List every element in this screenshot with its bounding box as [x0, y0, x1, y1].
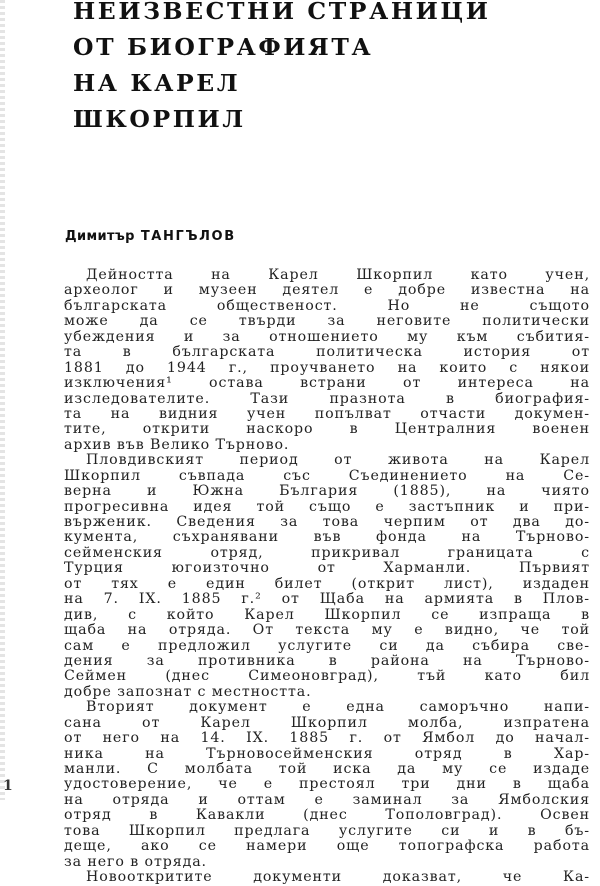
- body-line: на 7. IX. 1885 г.² от Щаба на армията в Плов-: [64, 591, 590, 608]
- body-line: изключения¹ остава встрани от интереса на: [64, 375, 590, 392]
- body-line: сана от Карел Шкорпил молба, изпратена: [64, 714, 590, 731]
- body-line: див, с който Карел Шкорпил се изпраща в: [64, 606, 590, 623]
- body-line: кумента, съхранявани във фонда на Търново-: [64, 529, 590, 546]
- body-line: Сеймен (днес Симеоновград), тъй като бил: [64, 668, 590, 685]
- body-line: от него на 14. IX. 1885 г. от Ямбол до начал-: [64, 730, 590, 747]
- article-body: [64, 268, 590, 886]
- body-line: върженик. Сведения за това черпим от два до-: [64, 514, 590, 530]
- body-line: българската общественост. Но не същото: [64, 297, 590, 314]
- author-byline: [65, 229, 236, 244]
- body-line: Вторият документ е една саморъчно напи-: [86, 699, 590, 716]
- body-line: Турция югоизточно от Харманли. Първият: [64, 560, 590, 577]
- body-line: удостоверение, че е престоял три дни в щаба: [64, 776, 590, 793]
- body-line: от тях е един билет (открит лист), издаден: [64, 575, 590, 592]
- body-line: сам е предложил услугите си да събира све-: [64, 637, 590, 654]
- body-line: та в българската политическа история от: [64, 344, 590, 361]
- body-line: Шкорпил съвпада със Съединението на Се-: [64, 467, 590, 484]
- body-line: убеждения и за отношението му към събития-: [64, 328, 590, 345]
- author-first-name: Димитър: [65, 229, 135, 244]
- body-line: може да се твърди за неговите политически: [64, 313, 590, 330]
- title-line: ШКОРПИЛ: [73, 105, 246, 133]
- body-line: това Шкорпил предлага услугите си и в бъ-: [64, 822, 590, 839]
- body-line: отряд в Кавакли (днес Тополовград). Освен: [64, 807, 590, 824]
- body-line: верна и Южна България (1885), на чиято: [64, 483, 590, 500]
- body-line: археолог и музеен деятел е добре известна на: [64, 282, 590, 299]
- body-line: за него в отряда.: [64, 853, 207, 870]
- body-line: сейменския отряд, прикривал границата с: [64, 544, 590, 561]
- body-line: Пловдивският период от живота на Карел: [86, 452, 590, 469]
- title-line: НЕИЗВЕСТНИ СТРАНИЦИ: [73, 0, 491, 25]
- body-line: на отряда и оттам е заминал за Ямболския: [64, 791, 590, 808]
- body-line: ника на Търновосейменския отряд в Хар-: [64, 745, 590, 762]
- body-line: Дейността на Карел Шкорпил като учен,: [86, 267, 590, 283]
- body-line: добре запознат с местността.: [64, 683, 312, 700]
- body-line: архив във Велико Търново.: [64, 436, 290, 453]
- page-marker: 1: [3, 778, 13, 794]
- article-title: [73, 0, 491, 137]
- title-line: НА КАРЕЛ: [73, 69, 241, 97]
- body-line: тите, открити наскоро в Централния военен: [64, 421, 590, 438]
- body-line: 1881 до 1944 г., проучването на които с някои: [64, 359, 590, 376]
- body-line: манли. С молбата той иска да му се издаде: [64, 761, 590, 777]
- body-line: изследователите. Тази празнота в биография-: [64, 390, 590, 407]
- author-last-name: ТАНГЪЛОВ: [140, 229, 236, 244]
- body-line: дения за противника в района на Търново-: [64, 652, 590, 669]
- body-line: деще, ако се намери още топографска работа: [64, 838, 590, 855]
- body-line: Новооткритите документи доказват, че Ка-: [86, 869, 590, 886]
- title-line: ОТ БИОГРАФИЯТА: [73, 33, 374, 61]
- body-line: щаба на отряда. От текста му е видно, че той: [64, 622, 590, 639]
- body-line: прогресивна идея той също е застъпник и при-: [64, 498, 590, 515]
- body-line: та на видния учен попълват отчасти докумен-: [64, 405, 590, 422]
- scan-left-edge: [0, 0, 5, 800]
